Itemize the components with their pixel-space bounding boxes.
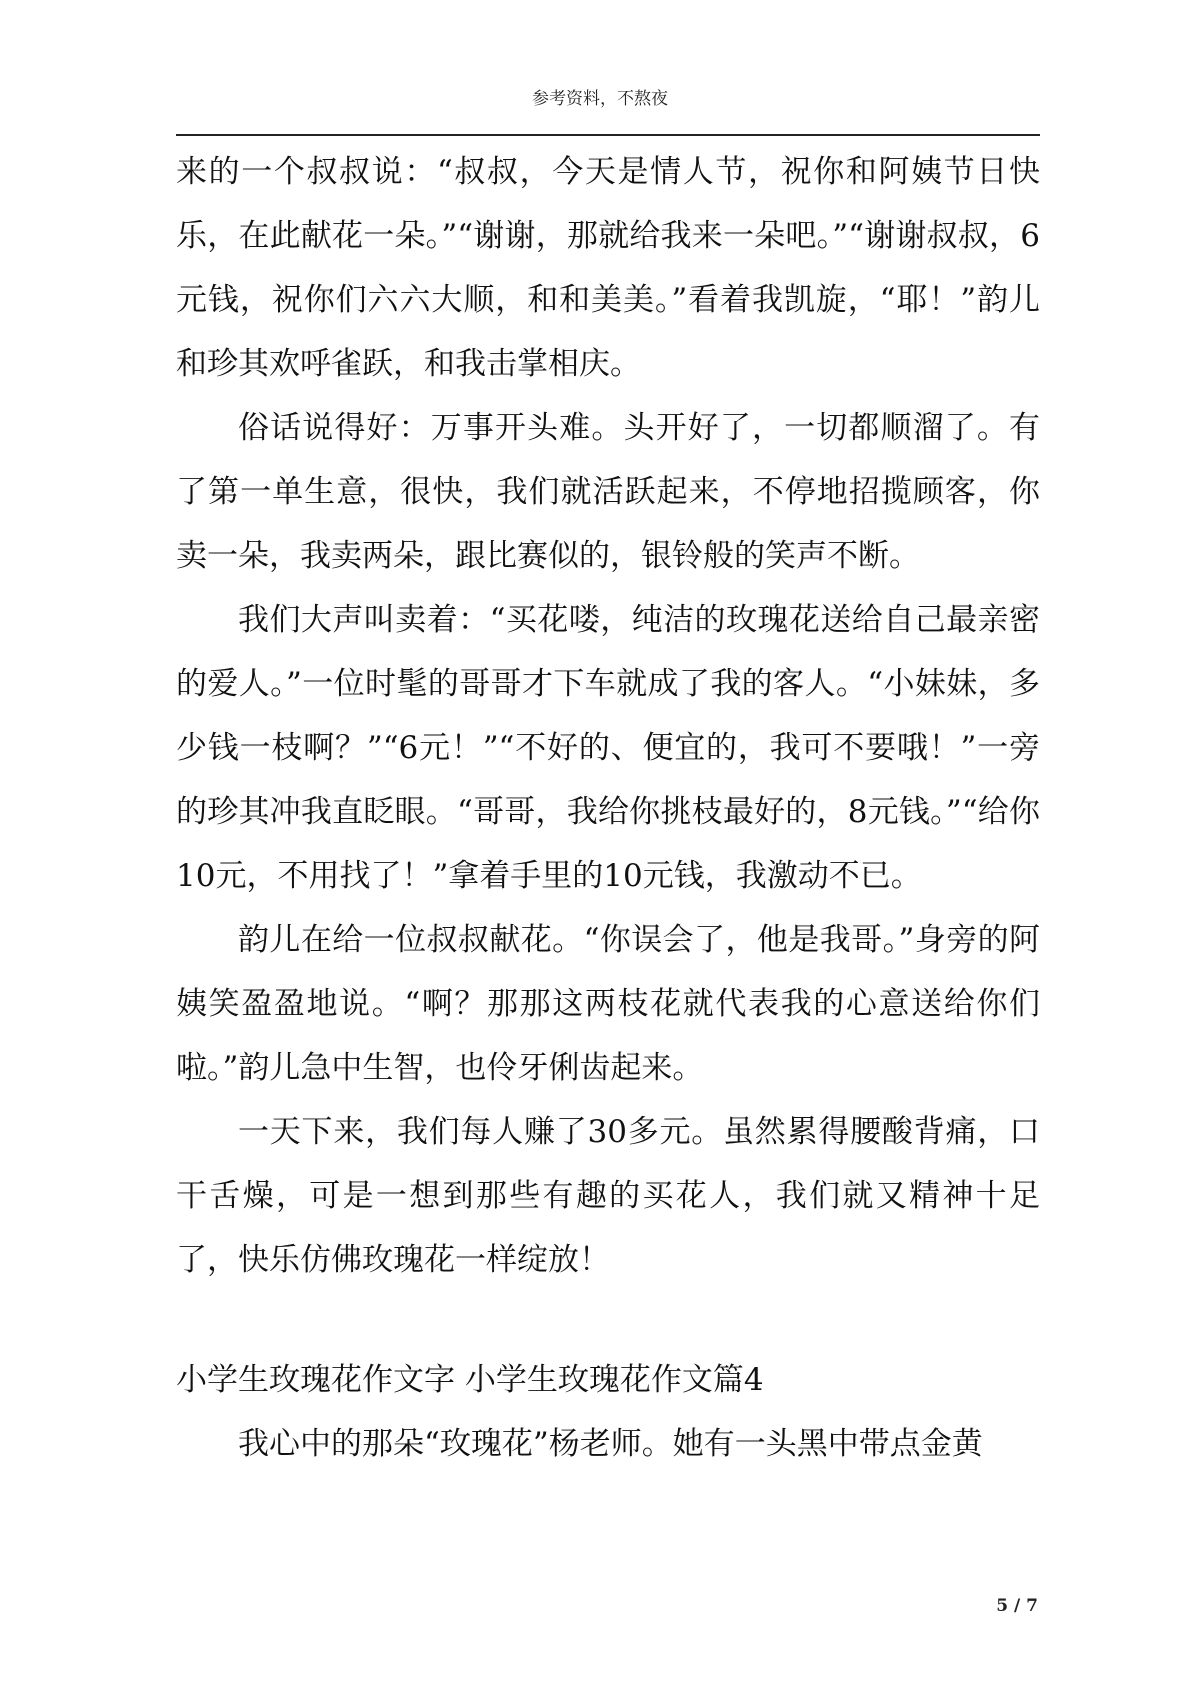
paragraph: 韵儿在给一位叔叔献花。“你误会了，他是我哥。”身旁的阿姨笑盈盈地说。“啊？那那这两枝花就代表我的心意送给你们啦。”韵儿急中生智，也伶牙俐齿起来。	[176, 922, 1040, 1086]
paragraph: 来的一个叔叔说：“叔叔，今天是情人节，祝你和阿姨节日快乐，在此献花一朵。”“谢谢，那就给我来一朵吧。”“谢谢叔叔，6元钱，祝你们六六大顺，和和美美。”看着我凯旋，“耶！”韵儿和珍其欢呼雀跃，和我击掌相庆。	[176, 154, 1040, 382]
page-number: 5 / 7	[996, 1596, 1038, 1616]
section-heading: 小学生玫瑰花作文字 小学生玫瑰花作文篇4	[176, 1362, 764, 1398]
paragraph: 一天下来，我们每人赚了30多元。虽然累得腰酸背痛，口干舌燥，可是一想到那些有趣的买花人，我们就又精神十足了，快乐仿佛玫瑰花一样绽放！	[176, 1114, 1040, 1278]
page-header: 参考资料，不熬夜	[532, 89, 668, 109]
paragraph: 我心中的那朵“玫瑰花”杨老师。她有一头黑中带点金黄	[238, 1426, 983, 1462]
document-body	[176, 140, 1040, 1476]
paragraph: 俗话说得好：万事开头难。头开好了，一切都顺溜了。有了第一单生意，很快，我们就活跃起来，不停地招揽顾客，你卖一朵，我卖两朵，跟比赛似的，银铃般的笑声不断。	[176, 410, 1040, 574]
paragraph: 我们大声叫卖着：“买花喽，纯洁的玫瑰花送给自己最亲密的爱人。”一位时髦的哥哥才下车就成了我的客人。“小妹妹，多少钱一枝啊？”“6元！”“不好的、便宜的，我可不要哦！”一旁的珍其冲我直眨眼。“哥哥，我给你挑枝最好的，8元钱。”“给你10元，不用找了！”拿着手里的10元钱，我激动不已。	[176, 602, 1040, 894]
header-divider	[176, 134, 1040, 136]
